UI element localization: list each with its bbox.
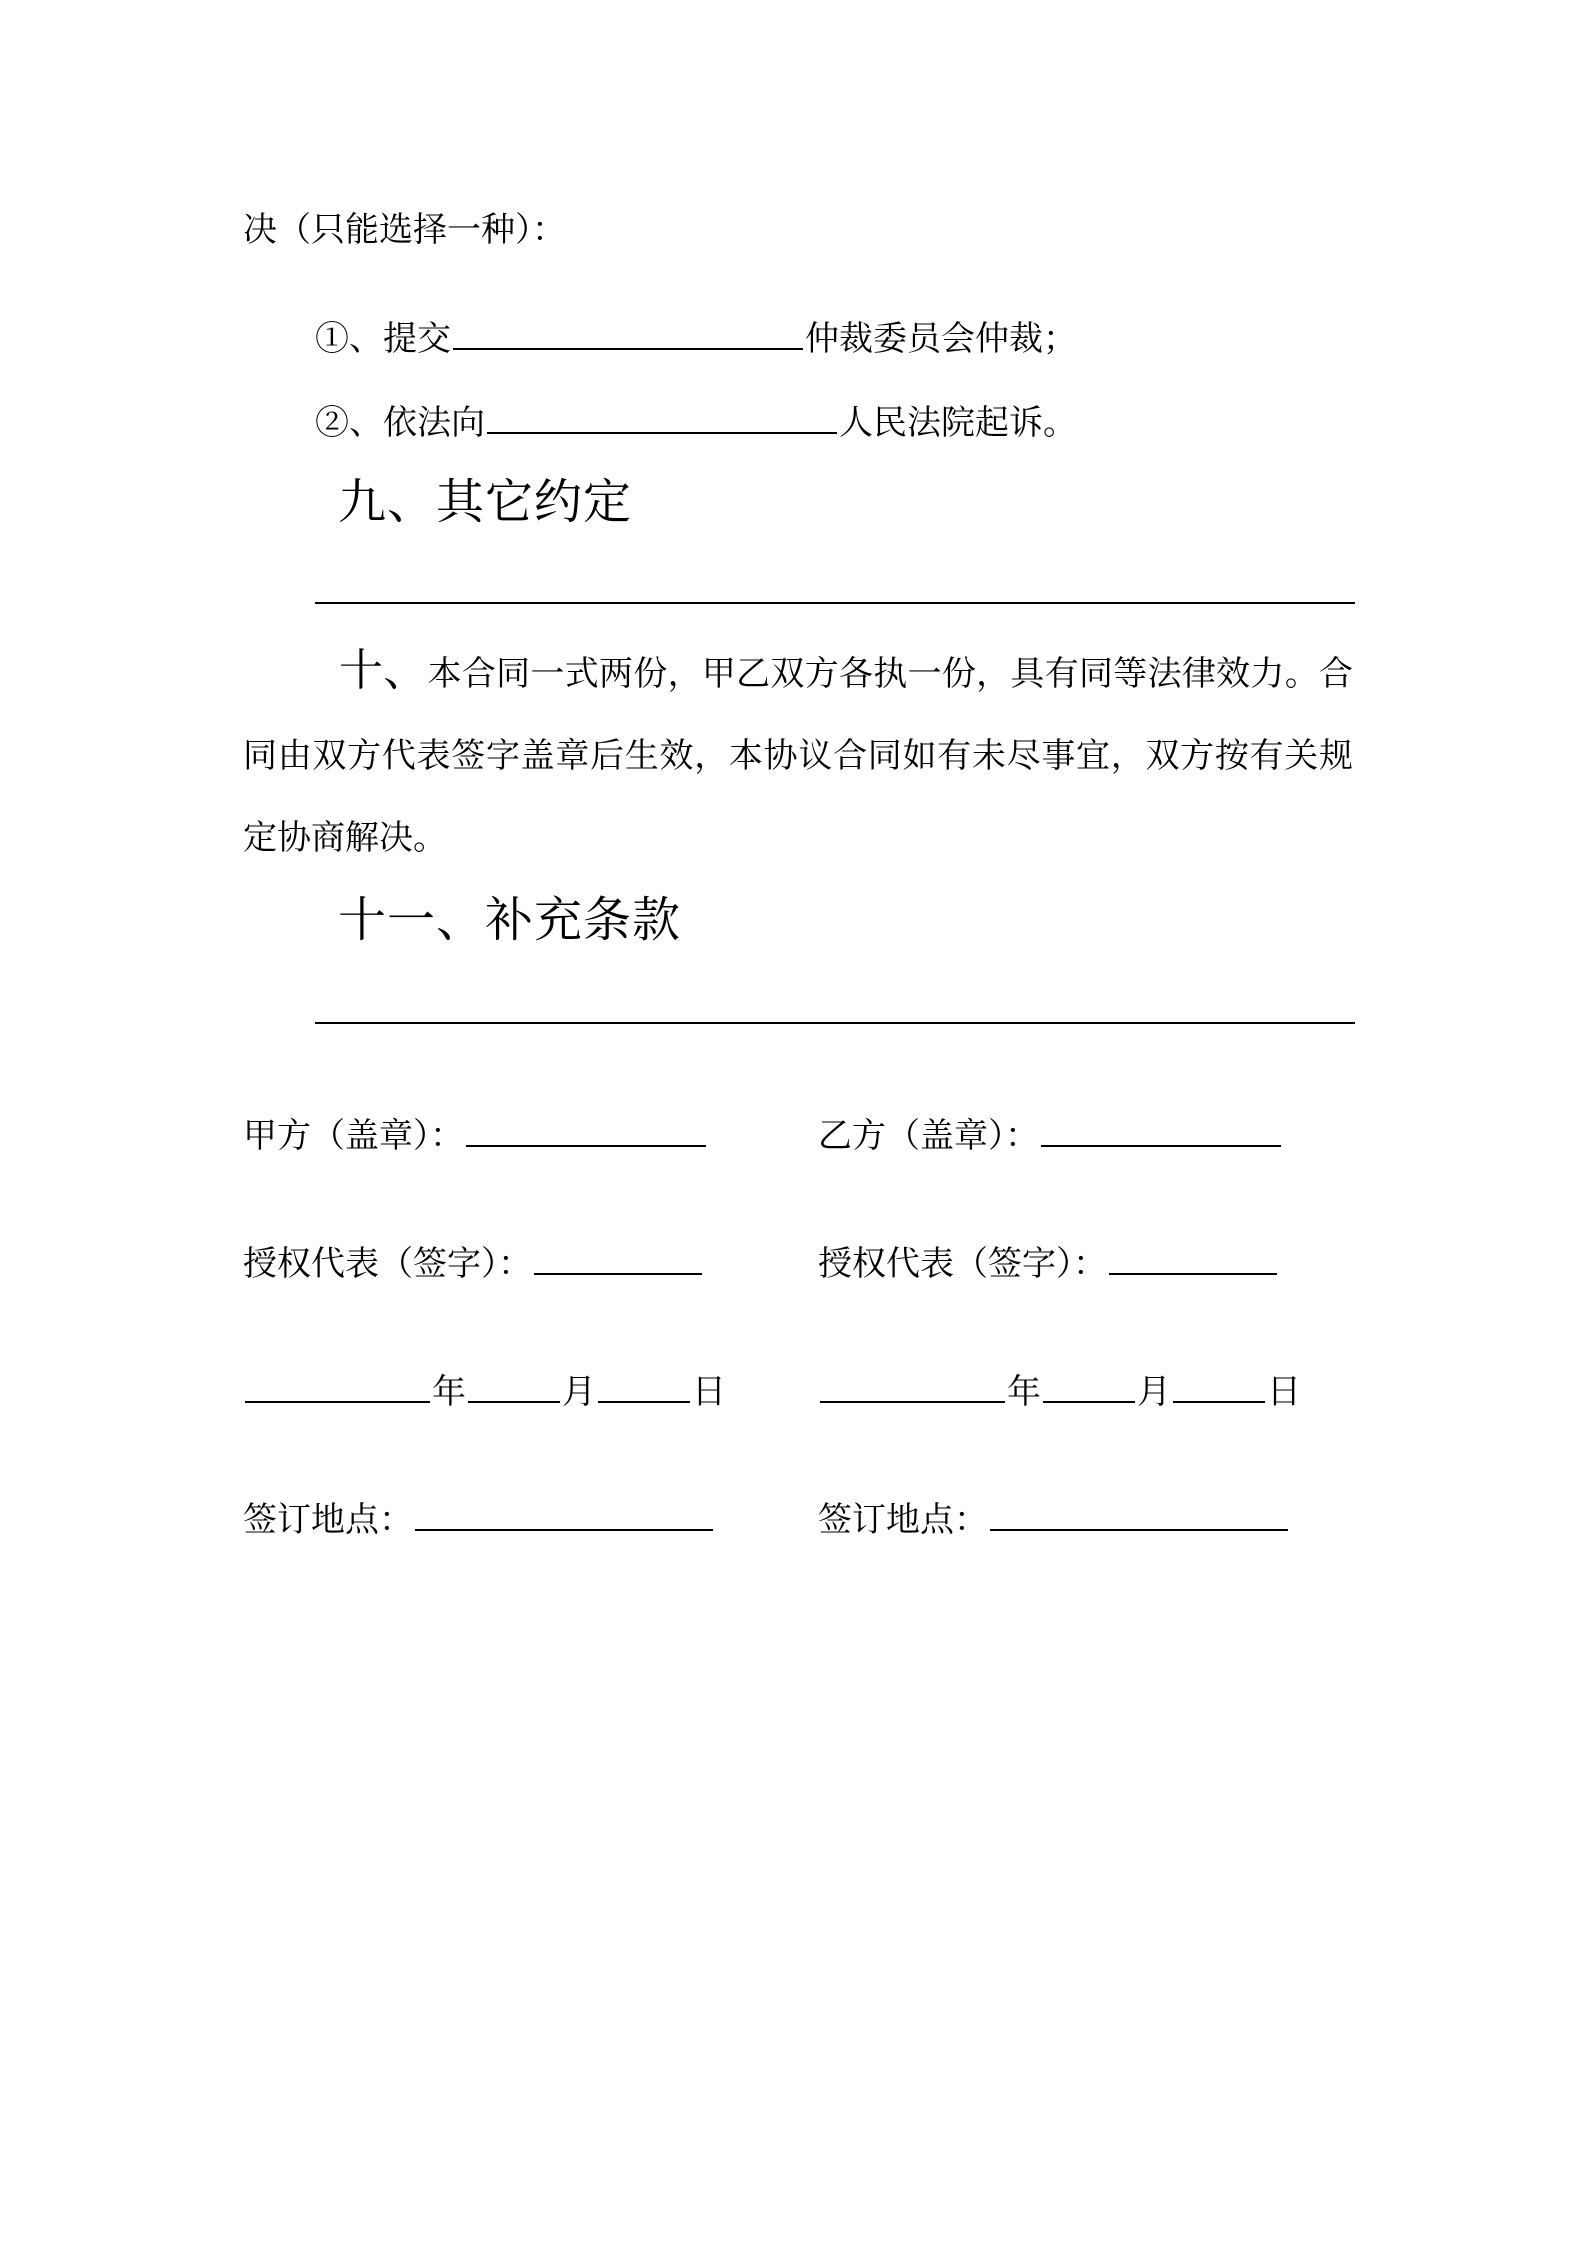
party-b-year-label: 年 xyxy=(1007,1372,1041,1412)
party-a-year-field[interactable] xyxy=(245,1367,430,1403)
party-a-day-label: 日 xyxy=(692,1372,726,1412)
clause8-option-2 xyxy=(315,398,1077,445)
option-1-suffix: 仲裁委员会仲裁； xyxy=(805,319,1077,359)
party-a-date-row xyxy=(243,1367,726,1414)
party-b-place-label: 签订地点： xyxy=(818,1500,988,1540)
option-2-suffix: 人民法院起诉。 xyxy=(839,403,1077,443)
party-b-month-field[interactable] xyxy=(1043,1367,1135,1403)
clause10-text: 本合同一式两份，甲乙双方各执一份，具有同等法律效力。合同由双方代表签字盖章后生效，本协议合同如有未尽事宜，双方按有关规定协商解决。 xyxy=(243,654,1354,858)
clause8-continuation: 决（只能选择一种）： xyxy=(243,210,566,250)
party-a-place-label: 签订地点： xyxy=(243,1500,413,1540)
party-b-date-row xyxy=(818,1367,1301,1414)
option-1-prefix: ①、提交 xyxy=(315,319,451,359)
party-b-day-field[interactable] xyxy=(1173,1367,1265,1403)
party-b-rep-field[interactable] xyxy=(1109,1239,1277,1275)
party-a-seal-field[interactable] xyxy=(466,1111,706,1147)
party-b-seal-row xyxy=(818,1111,1283,1158)
party-b-seal-field[interactable] xyxy=(1041,1111,1281,1147)
party-a-rep-label: 授权代表（签字）： xyxy=(243,1244,532,1284)
party-b-month-label: 月 xyxy=(1137,1372,1171,1412)
court-name-field[interactable] xyxy=(487,398,837,434)
party-a-place-row xyxy=(243,1495,715,1542)
party-a-seal-label: 甲方（盖章）： xyxy=(243,1116,464,1156)
party-b-place-field[interactable] xyxy=(990,1495,1288,1531)
party-b-day-label: 日 xyxy=(1267,1372,1301,1412)
clause8-option-1 xyxy=(315,314,1077,361)
other-agreements-field[interactable] xyxy=(315,602,1355,604)
clause10-paragraph xyxy=(243,630,1353,879)
arbitration-commission-field[interactable] xyxy=(453,314,803,350)
party-a-place-field[interactable] xyxy=(415,1495,713,1531)
party-b-place-row xyxy=(818,1495,1290,1542)
party-b-rep-label: 授权代表（签字）： xyxy=(818,1244,1107,1284)
party-a-rep-field[interactable] xyxy=(534,1239,702,1275)
party-a-year-label: 年 xyxy=(432,1372,466,1412)
party-b-year-field[interactable] xyxy=(820,1367,1005,1403)
party-a-day-field[interactable] xyxy=(598,1367,690,1403)
party-a-month-field[interactable] xyxy=(468,1367,560,1403)
option-2-prefix: ②、依法向 xyxy=(315,403,485,443)
party-a-seal-row xyxy=(243,1111,708,1158)
clause9-heading: 九、其它约定 xyxy=(338,474,633,530)
party-b-rep-row xyxy=(818,1239,1279,1286)
party-a-rep-row xyxy=(243,1239,704,1286)
party-b-seal-label: 乙方（盖章）： xyxy=(818,1116,1039,1156)
clause10-number: 十、 xyxy=(339,645,428,696)
supplementary-terms-field[interactable] xyxy=(315,1022,1355,1024)
party-a-month-label: 月 xyxy=(562,1372,596,1412)
clause11-heading: 十一、补充条款 xyxy=(338,892,682,948)
